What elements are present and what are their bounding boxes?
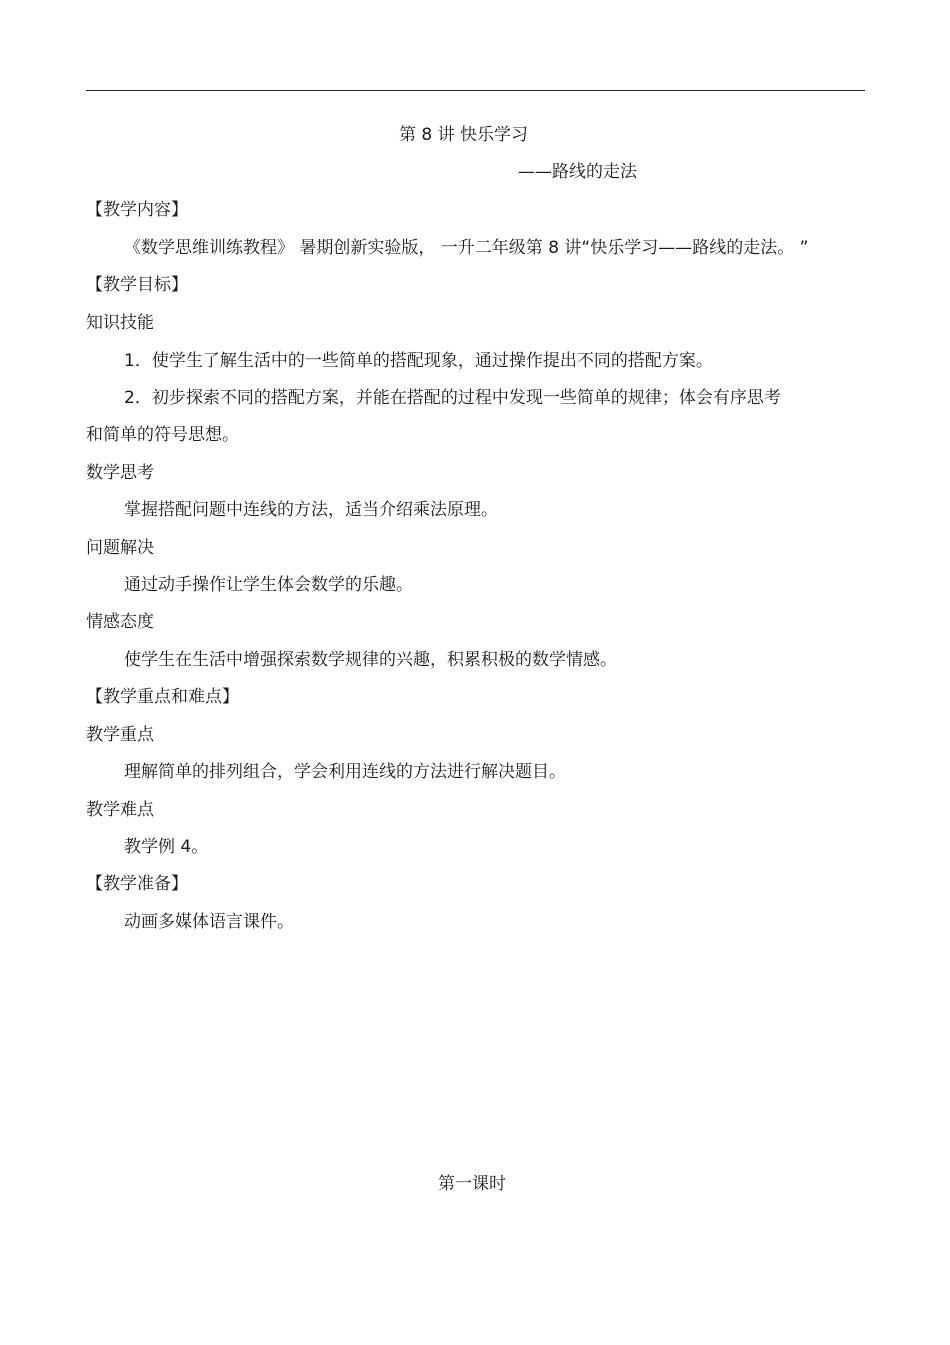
subheading-math-thinking: 数学思考 <box>86 463 154 483</box>
objective-item-2-continuation: 和简单的符号思想。 <box>86 425 239 445</box>
subheading-key-point: 教学重点 <box>86 725 154 745</box>
math-thinking-paragraph: 掌握搭配问题中连线的方法，适当介绍乘法原理。 <box>124 500 498 520</box>
section-heading-content: 【教学内容】 <box>86 200 188 220</box>
subheading-knowledge-skills: 知识技能 <box>86 313 154 333</box>
key-point-paragraph: 理解简单的排列组合，学会利用连线的方法进行解决题目。 <box>124 762 566 782</box>
subheading-attitude: 情感态度 <box>86 612 154 632</box>
preparation-paragraph: 动画多媒体语言课件。 <box>124 912 294 932</box>
header-rule <box>86 90 865 91</box>
section-heading-objectives: 【教学目标】 <box>86 275 188 295</box>
attitude-paragraph: 使学生在生活中增强探索数学规律的兴趣，积累积极的数学情感。 <box>124 650 617 670</box>
session-label: 第一课时 <box>438 1174 506 1194</box>
subheading-difficulty: 教学难点 <box>86 800 154 820</box>
problem-solving-paragraph: 通过动手操作让学生体会数学的乐趣。 <box>124 575 413 595</box>
subheading-problem-solving: 问题解决 <box>86 538 154 558</box>
objective-item-1: 1．使学生了解生活中的一些简单的搭配现象，通过操作提出不同的搭配方案。 <box>124 351 713 371</box>
section-heading-preparation: 【教学准备】 <box>86 874 188 894</box>
difficulty-paragraph: 教学例 4。 <box>124 837 209 857</box>
content-paragraph: 《数学思维训练教程》 暑期创新实验版， 一升二年级第 8 讲“快乐学习——路线的走法。 ” <box>124 238 809 258</box>
lesson-subtitle: ——路线的走法 <box>518 162 637 182</box>
lesson-title: 第 8 讲 快乐学习 <box>399 125 529 145</box>
section-heading-key-points: 【教学重点和难点】 <box>86 687 239 707</box>
objective-item-2: 2．初步探索不同的搭配方案，并能在搭配的过程中发现一些简单的规律；体会有序思考 <box>124 388 781 408</box>
